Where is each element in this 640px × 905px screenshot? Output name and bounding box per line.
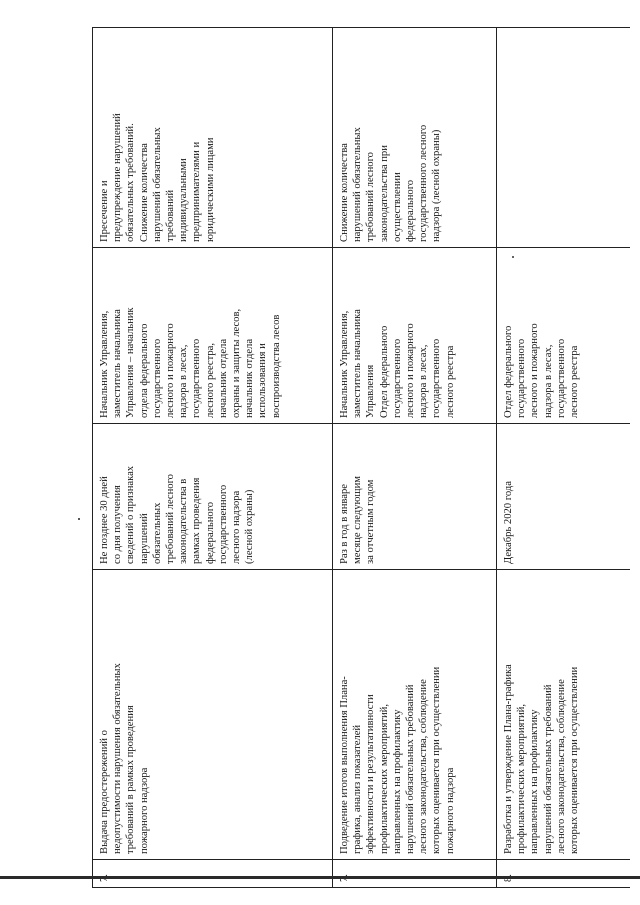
scan-speck	[78, 518, 80, 520]
deadline-cell: Не позднее 30 дней со дня получения сведений о признаках нарушений обязательных требований лесного законодательства в рамках проведения федерального государственного лесного надзора (лесной охраны)	[93, 424, 333, 570]
row-number	[93, 860, 333, 888]
scan-border-line	[0, 876, 640, 879]
table-row	[333, 28, 497, 888]
responsible-cell: Начальник Управления, заместитель начальника Управления Отдел федерального государственного лесного и пожарного надзора в лесах, государственного лесного реестра	[333, 248, 497, 424]
row-number	[497, 860, 631, 888]
measure-cell: Подведение итогов выполнения Плана- графика, анализ показателей эффективности и результативности профилактических мероприятий, направленных на профилактику нарушений обязательных требований лесного законодательства, соблюдение которых оценивается при осуществлении пожарного надзора	[333, 570, 497, 860]
responsible-cell: Начальник Управления, заместитель начальника Управления – начальник отдела федерального государственного лесного и пожарного надзора в лесах, государственного лесного реестра, начальник отдела охраны и защиты лесов, начальник отдела использования и воспроизводства лесов	[93, 248, 333, 424]
responsible-cell: Отдел федерального государственного лесного и пожарного надзора в лесах, государственного лесного реестра	[497, 248, 631, 424]
result-cell	[497, 28, 631, 248]
measure-cell: Разработка и утверждение Плана-графика профилактических мероприятий, направленных на профилактику нарушений обязательных требований лесного законодательства, соблюдение которых оценивается при осуществлении	[497, 570, 631, 860]
row-number	[333, 860, 497, 888]
table-row	[497, 28, 631, 888]
rotated-table-container	[92, 28, 612, 888]
measure-cell: Выдача предостережений о недопустимости нарушения обязательных требований в рамках проведения пожарного надзора	[93, 570, 333, 860]
result-cell: Пресечение и предупреждение нарушений обязательных требований. Снижение количества нарушений обязательных требований индивидуальными предпринимателями и юридическими лицами	[93, 28, 333, 248]
deadline-cell: Декабрь 2020 года	[497, 424, 631, 570]
table-row	[93, 28, 333, 888]
deadline-cell: Раз в год в январе месяце следующим за отчетным годом	[333, 424, 497, 570]
measures-table	[92, 27, 630, 888]
result-cell: Снижение количества нарушений обязательных требований лесного законодательства при осуществлении федерального государственного лесного надзора (лесной охраны)	[333, 28, 497, 248]
